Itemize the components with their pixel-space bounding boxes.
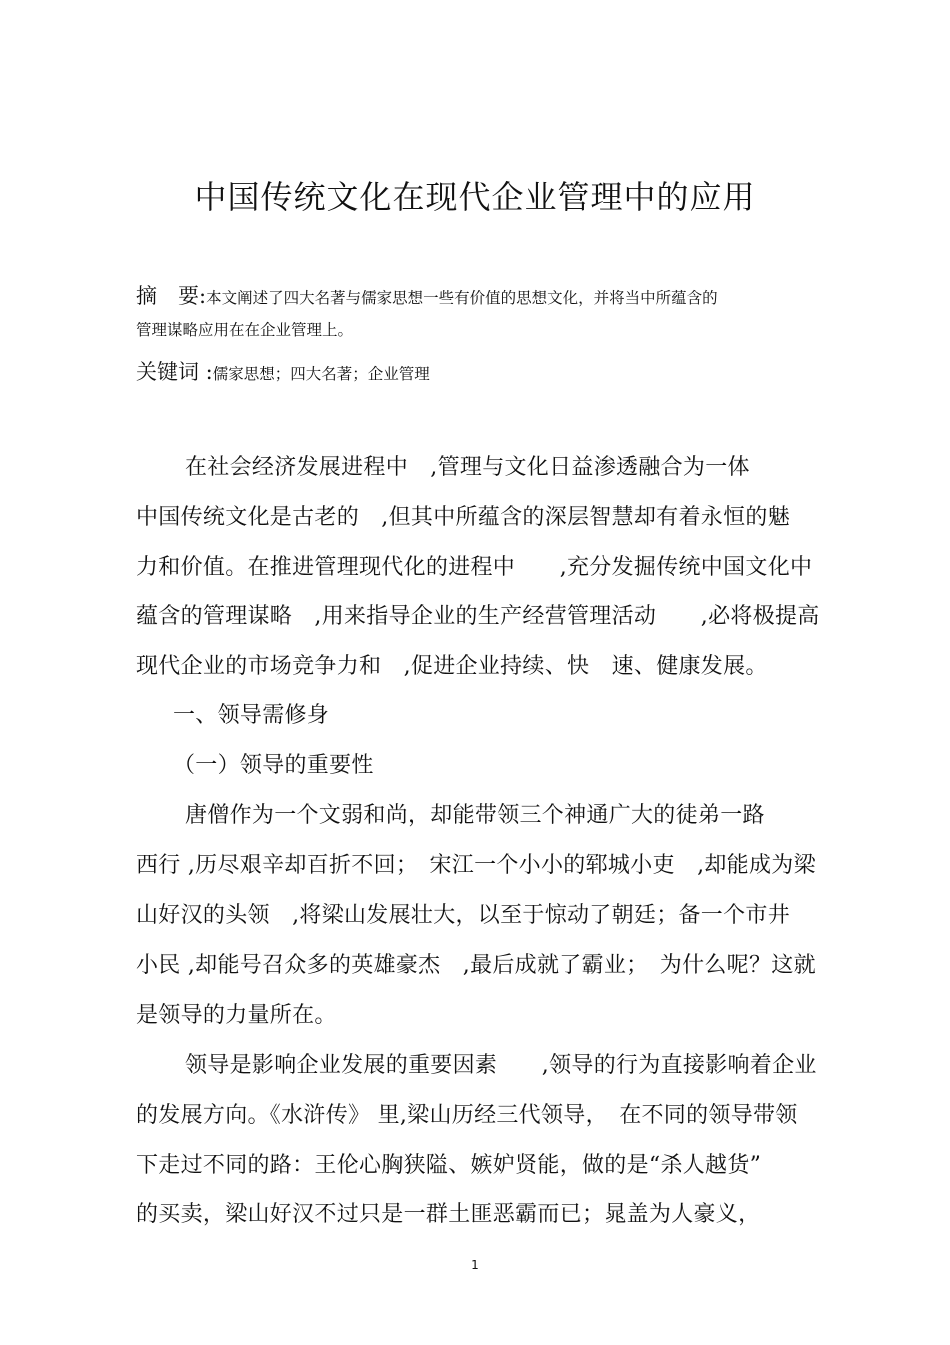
keywords-label: 关键词 :: [136, 360, 213, 384]
page-number: 1: [471, 1258, 479, 1272]
abstract-text-2: 管理谋略应用在在企业管理上。: [136, 321, 354, 339]
document-title: 中国传统文化在现代企业管理中的应用: [194, 178, 756, 216]
body-line: 唐僧作为一个文弱和尚，却能带领三个神通广大的徒弟一路: [185, 803, 765, 828]
body-line: 是领导的力量所在。: [136, 1003, 337, 1028]
body-line: 的发展方向。《水浒传》 里,梁山历经三代领导， 在不同的领导带领: [136, 1103, 798, 1128]
body-line: 领导是影响企业发展的重要因素 ,领导的行为直接影响着企业: [185, 1053, 817, 1078]
subsection-heading: （一）领导的重要性: [173, 753, 374, 778]
body-line: 西行 ,历尽艰辛却百折不回； 宋江一个小小的郓城小吏 ,却能成为梁: [136, 853, 816, 878]
body-line: 小民 ,却能号召众多的英雄豪杰 ,最后成就了霸业； 为什么呢？这就: [136, 953, 816, 978]
abstract-text-1: 本文阐述了四大名著与儒家思想一些有价值的思想文化，并将当中所蕴含的: [206, 289, 718, 307]
keywords-line: [136, 356, 430, 386]
body-line: 山好汉的头领 ,将梁山发展壮大，以至于惊动了朝廷；备一个市井: [136, 903, 790, 928]
body-line: 力和价值。在推进管理现代化的进程中 ,充分发掘传统中国文化中: [136, 555, 813, 580]
body-line: 在社会经济发展进程中 ,管理与文化日益渗透融合为一体: [185, 455, 750, 480]
section-heading: 一、领导需修身: [173, 703, 330, 728]
body-line: 蕴含的管理谋略 ,用来指导企业的生产经营管理活动 ,必将极提高: [136, 604, 820, 629]
body-line: 下走过不同的路：王伦心胸狭隘、嫉妒贤能，做的是“杀人越货”: [136, 1153, 762, 1178]
abstract-label: 摘 要:: [136, 284, 207, 308]
body-line: 的买卖，梁山好汉不过只是一群土匪恶霸而已；晁盖为人豪义，: [136, 1202, 761, 1227]
body-line: 中国传统文化是古老的 ,但其中所蕴含的深层智慧却有着永恒的魅: [136, 505, 790, 530]
body-line: 现代企业的市场竞争力和 ,促进企业持续、快 速、健康发展。: [136, 654, 768, 679]
keywords-text: 儒家思想；四大名著；企业管理: [212, 365, 430, 383]
abstract-line-1: [136, 280, 718, 310]
